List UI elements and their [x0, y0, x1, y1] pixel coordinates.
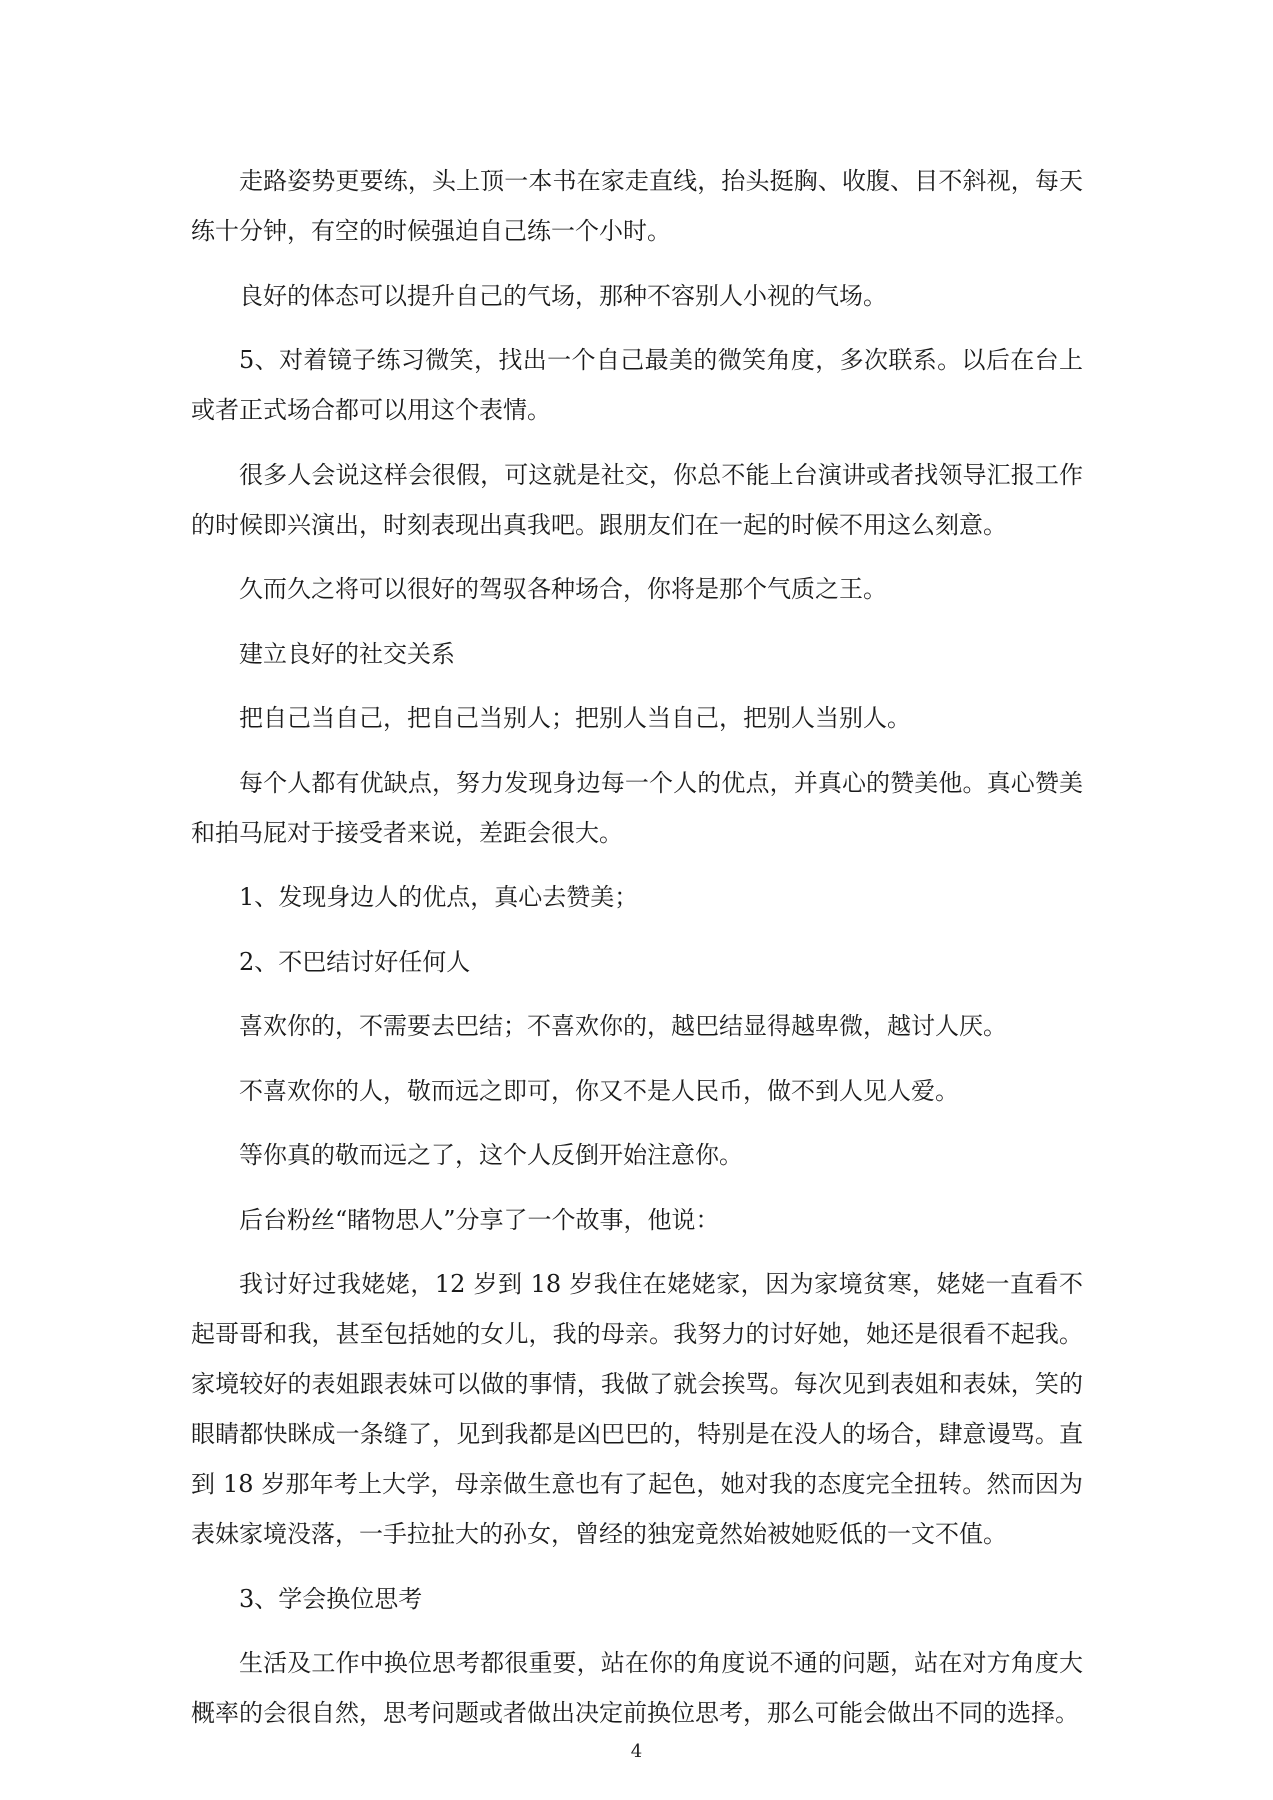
section-heading: 建立良好的社交关系	[239, 639, 455, 668]
paragraph: 后台粉丝“睹物思人”分享了一个故事，他说：	[239, 1205, 720, 1234]
paragraph: 良好的体态可以提升自己的气场，那种不容别人小视的气场。	[239, 281, 887, 310]
paragraph: 5、对着镜子练习微笑，找出一个自己最美的微笑角度，多次联系。以后在台上或者正式场合都可以用这个表情。	[191, 346, 1083, 424]
story-paragraph: 我讨好过我姥姥，12 岁到 18 岁我住在姥姥家，因为家境贫寒，姥姥一直看不起哥哥和我，甚至包括她的女儿，我的母亲。我努力的讨好她，她还是很看不起我。家境较好的表姐跟表妹可以做的事情，我做了就会挨骂。每次见到表姐和表妹，笑的眼睛都快眯成一条缝了，见到我都是凶巴巴的，特别是在没人的场合，肆意谩骂。直到 18 岁那年考上大学，母亲做生意也有了起色，她对我的态度完全扭转。然而因为表妹家境没落，一手拉扯大的孙女，曾经的独宠竟然始被她贬低的一文不值。	[191, 1270, 1083, 1548]
page-number: 4	[630, 1741, 643, 1762]
numbered-point: 3、学会换位思考	[239, 1584, 423, 1613]
numbered-point: 1、发现身边人的优点，真心去赞美；	[239, 883, 639, 911]
document-body	[191, 156, 1083, 1753]
paragraph: 久而久之将可以很好的驾驭各种场合，你将是那个气质之王。	[239, 575, 887, 603]
paragraph: 很多人会说这样会很假，可这就是社交，你总不能上台演讲或者找领导汇报工作的时候即兴演出，时刻表现出真我吧。跟朋友们在一起的时候不用这么刻意。	[191, 460, 1083, 539]
paragraph: 不喜欢你的人，敬而远之即可，你又不是人民币，做不到人见人爱。	[239, 1076, 959, 1105]
paragraph: 等你真的敬而远之了，这个人反倒开始注意你。	[239, 1141, 743, 1169]
paragraph: 生活及工作中换位思考都很重要，站在你的角度说不通的问题，站在对方角度大概率的会很自然，思考问题或者做出决定前换位思考，那么可能会做出不同的选择。	[191, 1649, 1083, 1727]
paragraph: 把自己当自己，把自己当别人；把别人当自己，把别人当别人。	[239, 704, 911, 732]
paragraph: 喜欢你的，不需要去巴结；不喜欢你的，越巴结显得越卑微，越讨人厌。	[239, 1012, 1007, 1040]
paragraph: 每个人都有优缺点，努力发现身边每一个人的优点，并真心的赞美他。真心赞美和拍马屁对于接受者来说，差距会很大。	[191, 768, 1083, 847]
numbered-point: 2、不巴结讨好任何人	[239, 947, 471, 976]
paragraph: 走路姿势更要练，头上顶一本书在家走直线，抬头挺胸、收腹、目不斜视，每天练十分钟，有空的时候强迫自己练一个小时。	[191, 167, 1083, 245]
